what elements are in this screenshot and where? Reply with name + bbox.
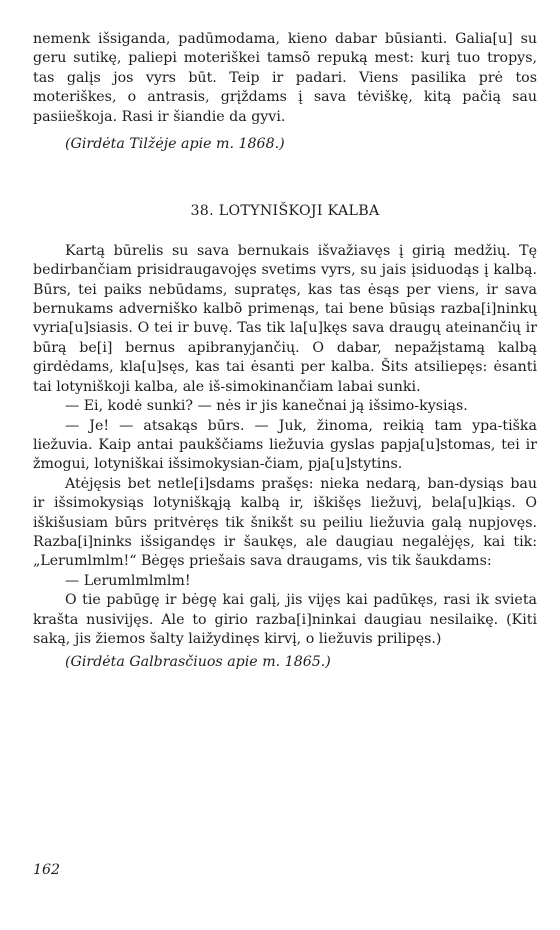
story-paragraph: Atėjęsis bet netle[i]sdams prašęs: nieka nedarą, ban-dysiąs bau ir išsimokysiąs lotyniškąją kalbą ir, iškišęs liežuvį, bela[u]kiąs. O iškišusiam būrs pritvėręs tik šnikšt su peiliu liežuvia galą nupjovęs. Razba[i]ninks išsigandęs ir šaukęs, ale daugiau negalėjęs, kai tik: „Lerumlmlm!“ Bėgęs priešais sava draugams, vis tik šaukdams: <box>33 475 537 570</box>
story1-source-note: (Girdėta Tilžėje apie m. 1868.) <box>65 136 285 153</box>
story-paragraph: — Lerumlmlmlm! <box>65 572 191 589</box>
story2-source-note: (Girdėta Galbrasčiuos apie m. 1865.) <box>65 654 331 671</box>
story-heading: 38. LOTYNIŠKOJI KALBA <box>190 203 380 220</box>
story-paragraph: Kartą būrelis su sava bernukais išvažiavęs į girią medžių. Tę bedirbančiam prisidraugavojęs svetims vyrs, su jais įsiduodąs į kalbą. Būrs, tei paiks nebūdams, supratęs, kas tas ėsąs per viens, ir sava bernukams adverniško kalbõ primenąs, tai bene būsiąs razba[i]ninkų vyria[u]siasis. O tei ir buvę. Tas tik la[u]kęs sava draugų ateinančių ir būrą be[i] bernus apibranyjančių. O dabar, nepažįstamą kalbą girdėdams, kla[u]sęs, kas tai ėsanti per kalba. Šits atsiliepęs: ėsanti tai lotyniškoji kalba, ale iš-simokinančiam labai sunki. <box>33 242 537 395</box>
story-paragraph: — Je! — atsakąs būrs. — Juk, žinoma, reikią tam ypa-tiška liežuvia. Kaip antai paukščiams liežuvia gyslas papja[u]stomas, tei ir žmogui, lotyniškai išsimokysian-čiam, pja[u]stytins. <box>33 417 537 473</box>
page-number: 162 <box>33 862 61 878</box>
story-paragraph: — Ei, kodė sunki? — nės ir jis kanečnai ją išsimo-kysiąs. <box>65 398 468 415</box>
story-paragraph: O tie pabūgę ir bėgę kai galį, jis vijęs kai padūkęs, rasi ik svieta krašta nusivijęs. Ale to girio razba[i]ninkai daugiau nesilaikę. (Kiti saką, jis žiemos šalty laižydinęs kirvį, o liežuvis prilipęs.) <box>33 592 537 647</box>
story1-ending-paragraph: nemenk išsiganda, padūmodama, kieno dabar būsianti. Galia[u] su geru sutikę, paliepi moteriškei tamsõ repuką mest: kurį tuo tropys, tas galįs jos vyrs būt. Teip ir padari. Viens pasilika prė tos moteriškes, o antrasis, grįždams į sava tėviškę, kitą pačią sau pasiieškoja. Rasi ir šiandie da gyvi. <box>33 31 537 125</box>
page-body <box>33 30 537 673</box>
